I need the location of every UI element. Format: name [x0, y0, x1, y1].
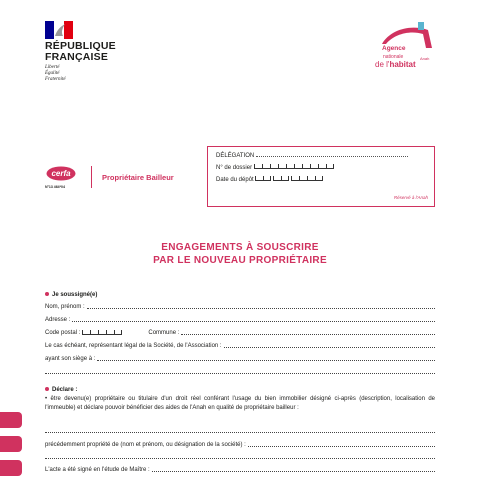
date-day-field[interactable]: [255, 176, 271, 182]
notary-row: [45, 465, 435, 473]
seat-row-continued: [45, 367, 435, 375]
delegation-row: [216, 152, 408, 159]
cerfa-divider: [91, 166, 92, 188]
address-field[interactable]: [72, 321, 435, 322]
declaration-text: • être devenu(e) propriétaire ou titulaire d'un droit réel conférant l'usage du bien immobilier désigné ci-après (description, localisation de l'immeuble) et déclare pouvoir bénéficier des aides de l'Anah en qualité de propriétaire bailleur :: [45, 396, 435, 411]
dossier-row: [216, 164, 334, 171]
previous-owner-row-continued: [45, 452, 435, 460]
anah-abbr: Anah: [420, 56, 430, 61]
anah-agency-line2: nationale: [383, 54, 404, 60]
property-row: [45, 426, 435, 434]
marianne-logo-icon: [45, 21, 73, 39]
section-declare: Déclare :: [45, 387, 77, 393]
date-year-field[interactable]: [291, 176, 323, 182]
seat-field-continued[interactable]: [45, 373, 435, 374]
anah-agency-line3: [375, 60, 416, 69]
notary-label: L'acte a été signé en l'étude de Maître :: [45, 467, 150, 473]
anah-agency-line1: Agence: [382, 45, 406, 52]
postal-label: Code postal :: [45, 330, 81, 336]
seat-row: [45, 354, 435, 362]
previous-owner-row: [45, 440, 435, 448]
previous-owner-label: précédemment propriété de (nom et prénom, ou désignation de la société) :: [45, 442, 246, 448]
dossier-number-field[interactable]: [254, 164, 334, 170]
notary-field[interactable]: [152, 471, 435, 472]
name-row: [45, 302, 435, 310]
postal-row: [45, 328, 435, 336]
postal-code-field[interactable]: [82, 330, 122, 336]
date-label: Date du dépôt: [216, 177, 254, 183]
cerfa-number: N°13 464*04: [45, 185, 65, 189]
commune-label: Commune :: [148, 330, 180, 336]
anah-line3-prefix: de l': [375, 60, 390, 69]
representative-label: Le cas échéant, représentant légal de la Société, de l'Association :: [45, 343, 222, 349]
commune-field[interactable]: [181, 334, 435, 335]
address-row: [45, 315, 435, 323]
representative-field[interactable]: [224, 347, 435, 348]
section-soussigne: Je soussigné(e): [45, 292, 97, 298]
address-label: Adresse :: [45, 317, 71, 323]
previous-owner-field[interactable]: [248, 446, 435, 447]
republic-motto: Liberté Égalité Fraternité: [45, 65, 66, 82]
property-description-field[interactable]: [45, 432, 435, 433]
side-tab-1[interactable]: [0, 412, 22, 428]
dossier-label: N° de dossier: [216, 165, 253, 171]
delegation-label: DÉLÉGATION: [216, 153, 255, 159]
page-title-line1: ENGAGEMENTS À SOUSCRIRE: [161, 242, 319, 253]
name-field[interactable]: [87, 308, 435, 309]
side-tab-3[interactable]: [0, 460, 22, 476]
form-title: Propriétaire Bailleur: [102, 173, 174, 182]
reserved-note: Réservé à l'Anah: [393, 195, 428, 200]
delegation-box: [207, 146, 435, 207]
name-label: Nom, prénom :: [45, 304, 85, 310]
date-month-field[interactable]: [273, 176, 289, 182]
cerfa-logo-icon: [46, 166, 76, 181]
date-row: [216, 176, 323, 183]
republique-francaise-title: RÉPUBLIQUE FRANÇAISE: [45, 40, 116, 63]
seat-field[interactable]: [97, 360, 435, 361]
delegation-field[interactable]: [256, 152, 408, 157]
previous-owner-field-continued[interactable]: [45, 458, 435, 459]
anah-line3-bold: habitat: [389, 60, 416, 69]
cerfa-logo-text: cerfa: [51, 169, 71, 178]
representative-row: [45, 341, 435, 349]
side-tab-2[interactable]: [0, 436, 22, 452]
page-title-line2: PAR LE NOUVEAU PROPRIÉTAIRE: [153, 255, 327, 266]
page-title: [0, 241, 480, 267]
seat-label: ayant son siège à :: [45, 356, 96, 362]
